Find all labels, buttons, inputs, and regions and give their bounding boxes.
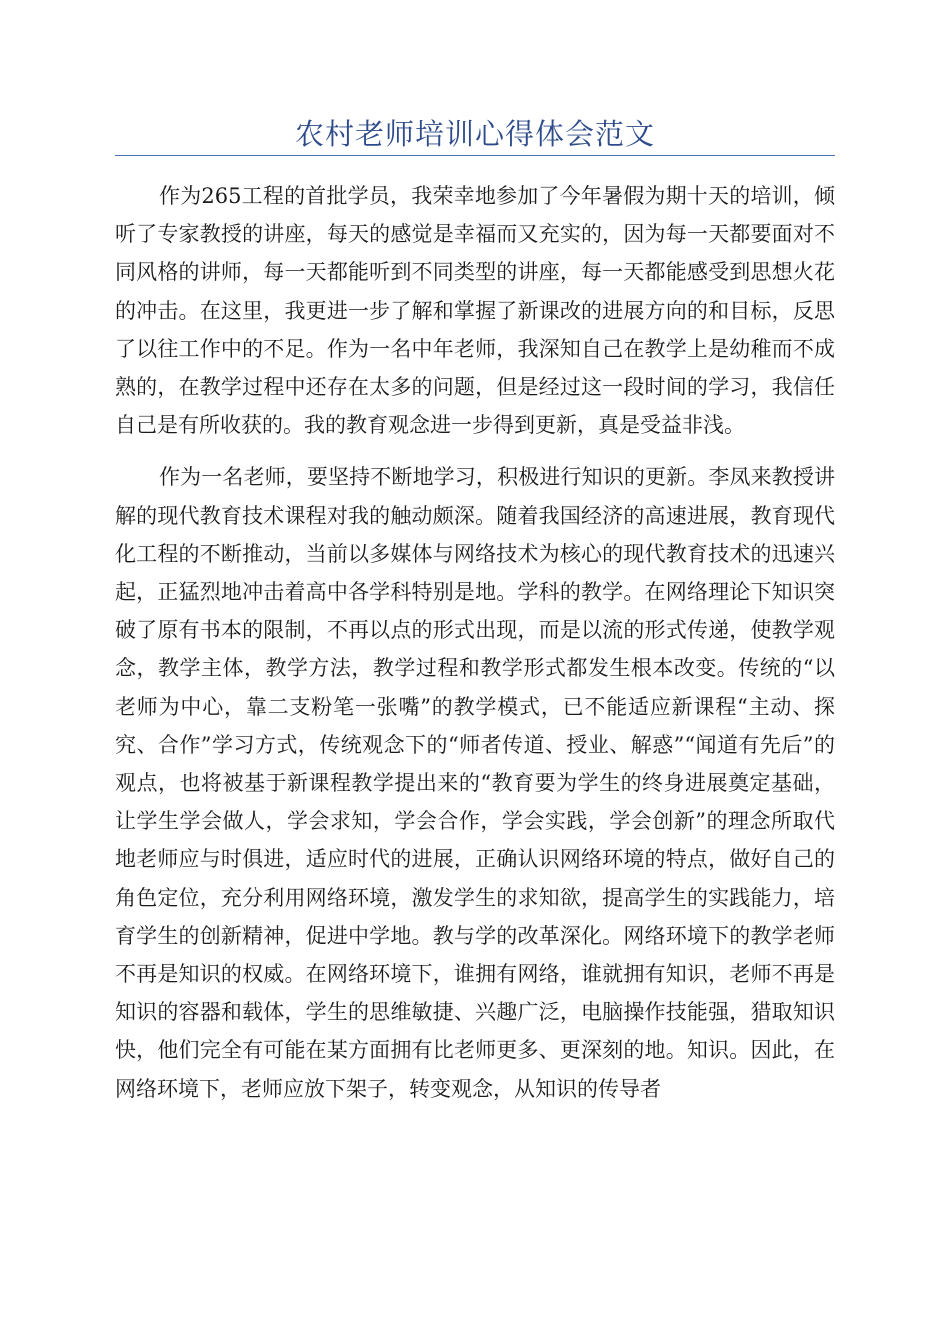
document-title: 农村老师培训心得体会范文 xyxy=(294,117,655,151)
paragraph-2: 作为一名老师，要坚持不断地学习，积极进行知识的更新。李凤来教授讲解的现代教育技术课程对我的触动颇深。随着我国经济的高速进展，教育现代化工程的不断推动，当前以多媒体与网络技术为核心的现代教育技术的迅速兴起，正猛烈地冲击着高中各学科特别是地。学科的教学。在网络理论下知识突破了原有书本的限制，不再以点的形式出现，而是以流的形式传递，使教学观念，教学主体，教学方法，教学过程和教学形式都发生根本改变。传统的“以老师为中心，靠二支粉笔一张嘴”的教学模式，已不能适应新课程“主动、探究、合作”学习方式，传统观念下的“师者传道、授业、解惑”“闻道有先后”的观点，也将被基于新课程教学提出来的“教育要为学生的终身进展奠定基础，让学生学会做人，学会求知，学会合作，学会实践，学会创新”的理念所取代地老师应与时俱进，适应时代的进展，正确认识网络环境的特点，做好自己的角色定位，充分利用网络环境，激发学生的求知欲，提高学生的实践能力，培育学生的创新精神，促进中学地。教与学的改革深化。网络环境下的教学老师不再是知识的权威。在网络环境下，谁拥有网络，谁就拥有知识，老师不再是知识的容器和载体，学生的思维敏捷、兴趣广泛，电脑操作技能强，猎取知识快，他们完全有可能在某方面拥有比老师更多、更深刻的地。知识。因此，在网络环境下，老师应放下架子，转变观念，从知识的传导者 xyxy=(115,465,836,1101)
title-underline xyxy=(115,155,835,156)
paragraph-1: 作为265工程的首批学员，我荣幸地参加了今年暑假为期十天的培训，倾听了专家教授的讲座，每天的感觉是幸福而又充实的，因为每一天都要面对不同风格的讲师，每一天都能听到不同类型的讲座，每一天都能感受到思想火花的冲击。在这里，我更进一步了解和掌握了新课改的进展方向的和目标，反思了以往工作中的不足。作为一名中年老师，我深知自己在教学上是幼稚而不成熟的，在教学过程中还存在太多的问题，但是经过这一段时间的学习，我信任自己是有所收获的。我的教育观念进一步得到更新，真是受益非浅。 xyxy=(115,184,835,438)
document-body xyxy=(115,177,835,1122)
